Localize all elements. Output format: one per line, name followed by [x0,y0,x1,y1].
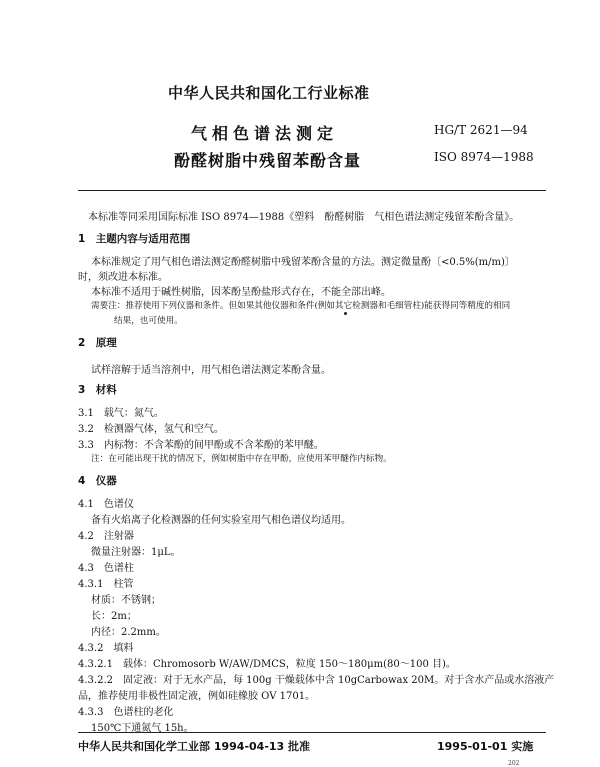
standard-code-iso: ISO 8974—1988 [434,150,534,164]
section-4-3-3-text: 150℃下通氮气 15h。 [91,723,194,734]
section-3-1: 3.1 载气：氮气。 [78,408,164,419]
section-1-text-2: 本标准不适用于碱性树脂，因苯酚呈酚盐形式存在，不能全部出峰。 [91,287,391,298]
section-4-1: 4.1 色谱仪 [78,499,134,510]
footer-divider [78,732,546,733]
approval-date: 中华人民共和国化学工业部 1994-04-13 批准 [78,740,311,753]
page-mark: 202 [508,760,520,767]
column-length: 长：2m； [91,611,137,622]
section-4-heading: 4 仪器 [78,475,117,487]
section-4-3-2-2: 4.3.2.2 固定液：对于无水产品，每 100g 干燥载体中含 10gCarbowax 20M。对于含水产品或水溶液产 [78,675,555,686]
section-4-3: 4.3 色谱柱 [78,563,134,574]
section-2-heading: 2 原理 [78,337,117,349]
section-3-note: 注：在可能出现干扰的情况下，例如树脂中存在甲酚，应使用苯甲醚作内标物。 [91,454,392,464]
section-4-2: 4.2 注射器 [78,531,134,542]
scan-speck [344,312,347,315]
document-title-line2: 酚醛树脂中残留苯酚含量 [174,151,362,170]
section-4-2-text: 微量注射器：1μL。 [91,547,181,558]
section-4-3-2-2-cont: 品，推荐使用非极性固定液，例如硅橡胶 OV 1701。 [78,691,316,702]
intro-paragraph: 本标准等同采用国际标准 ISO 8974—1988《塑料 酚醛树脂 气相色谱法测定残留苯酚含量》。 [88,212,520,223]
document-title-line1: 气相色谱法测定 [191,124,339,143]
section-4-1-text: 备有火焰离子化检测器的任何实验室用气相色谱仪均适用。 [91,515,351,526]
header-divider [78,190,546,191]
section-1-note-cont: 结果，也可使用。 [114,316,183,326]
standard-organization-title: 中华人民共和国化工行业标准 [168,84,370,102]
column-material: 材质：不锈钢； [91,595,161,606]
section-3-heading: 3 材料 [78,384,117,396]
section-4-3-1: 4.3.1 柱管 [78,579,134,590]
section-4-3-3: 4.3.3 色谱柱的老化 [78,707,174,718]
section-4-3-2: 4.3.2 填料 [78,643,134,654]
section-1-text: 本标准规定了用气相色谱法测定酚醛树脂中残留苯酚含量的方法。测定微量酚〔<0.5%(m/m)〕 [91,257,515,268]
section-3-2: 3.2 检测器气体，氢气和空气。 [78,424,224,435]
section-1-note: 需要注：推荐使用下列仪器和条件。但如果其他仪器和条件(例如其它检测器和毛细管柱)能获得同等精度的相同 [91,301,511,311]
section-2-text: 试样溶解于适当溶剂中，用气相色谱法测定苯酚含量。 [91,365,331,376]
section-1-heading: 1 主题内容与适用范围 [78,233,191,245]
section-4-3-2-1: 4.3.2.1 载体：Chromosorb W/AW/DMCS，粒度 150～180μm(80～100 目)。 [78,659,456,670]
column-diameter: 内径：2.2mm。 [91,627,166,638]
implementation-date: 1995-01-01 实施 [437,740,534,753]
section-1-text-cont: 时，须改进本标准。 [78,272,168,283]
section-3-3: 3.3 内标物：不含苯酚的间甲酚或不含苯酚的苯甲醚。 [78,440,324,451]
standard-code-hg: HG/T 2621—94 [434,123,528,137]
